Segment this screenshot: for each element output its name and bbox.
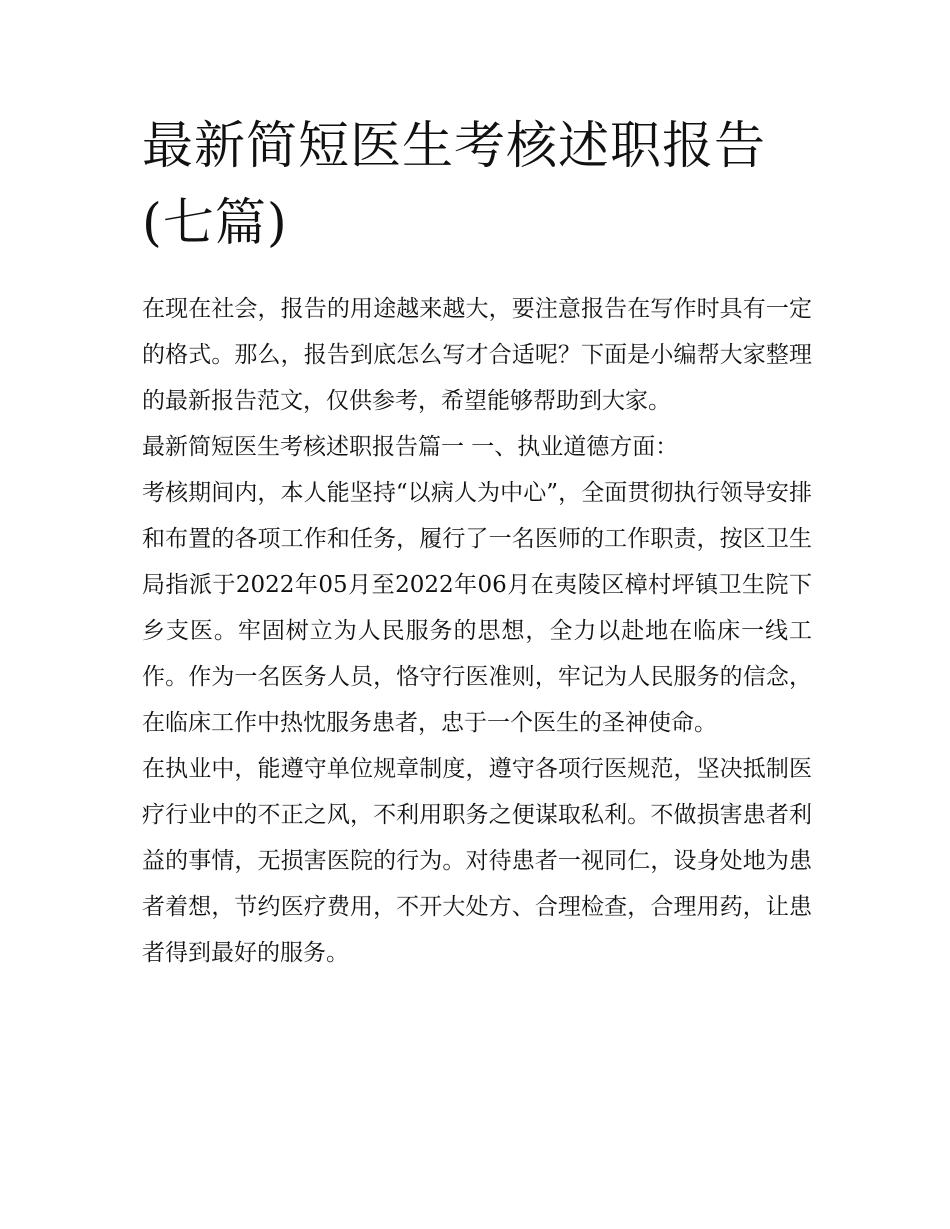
- document-body: [142, 286, 812, 976]
- intro-paragraph: 在现在社会，报告的用途越来越大，要注意报告在写作时具有一定的格式。那么，报告到底怎么写才合适呢？下面是小编帮大家整理的最新报告范文，仅供参考，希望能够帮助到大家。: [142, 296, 812, 414]
- document-title: 最新简短医生考核述职报告(七篇): [142, 117, 767, 253]
- document-page: [142, 108, 812, 976]
- section-heading-paragraph: 最新简短医生考核述职报告篇一 一、执业道德方面：: [142, 434, 679, 460]
- body-paragraph: 考核期间内，本人能坚持“以病人为中心”，全面贯彻执行领导安排和布置的各项工作和任务，履行了一名医师的工作职责，按区卫生局指派于2022年05月至2022年06月在夷陵区樟村坪镇卫生院下乡支医。牢固树立为人民服务的思想，全力以赴地在临床一线工作。作为一名医务人员，恪守行医准则，牢记为人民服务的信念，在临床工作中热忱服务患者，忠于一个医生的圣神使命。: [142, 480, 812, 736]
- body-paragraph: 在执业中，能遵守单位规章制度，遵守各项行医规范，坚决抵制医疗行业中的不正之风，不利用职务之便谋取私利。不做损害患者利益的事情，无损害医院的行为。对待患者一视同仁，设身处地为患者着想，节约医疗费用，不开大处方、合理检查，合理用药，让患者得到最好的服务。: [142, 756, 812, 966]
